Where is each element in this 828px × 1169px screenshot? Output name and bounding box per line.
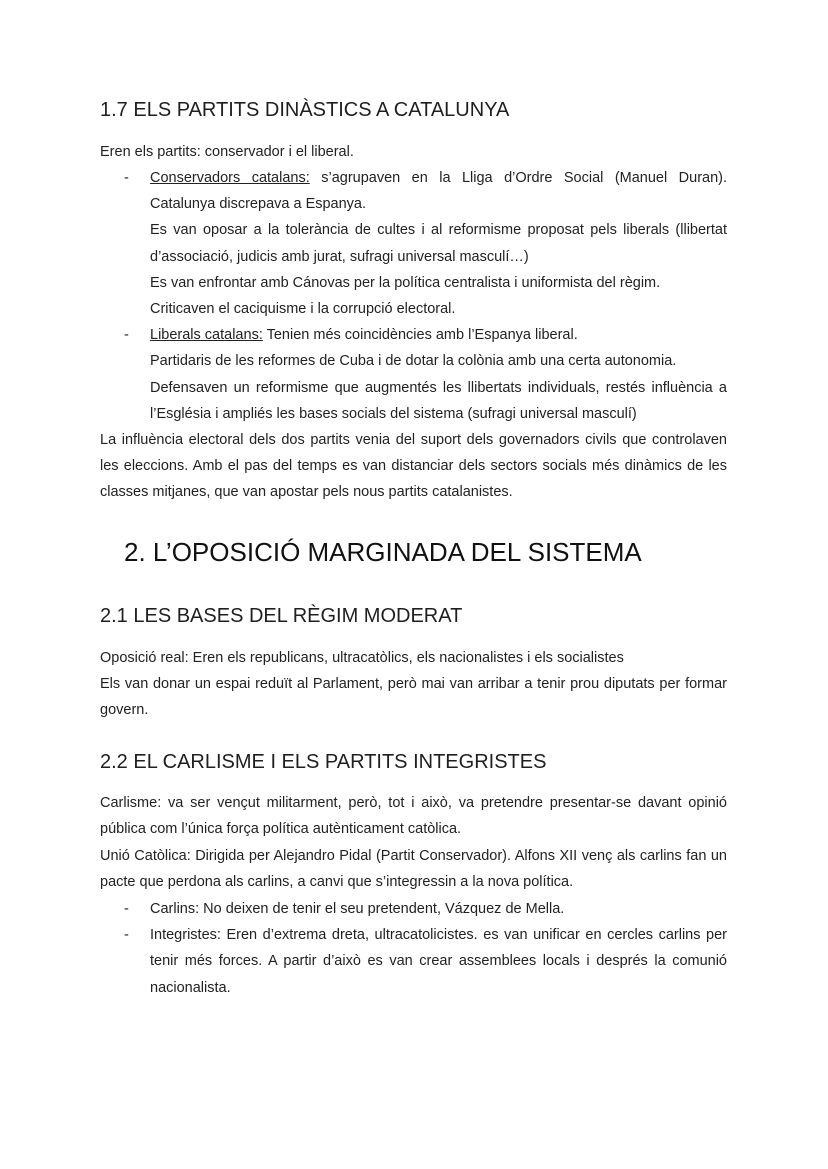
bullet-dash: - — [124, 927, 129, 944]
bullet-dash: - — [124, 170, 129, 186]
section-2-2-carlisme: Carlisme: va ser vençut militarment, però, tot i això, va pretendre presentar-se davant opinió pública com l’única força política autènticament catòlica. — [100, 795, 727, 838]
conservadors-text: s’agrupaven en la Lliga d’Ordre Social (Manuel Duran). Catalunya discrepava a Espanya. — [150, 170, 728, 213]
section-heading-2: 2. L’OPOSICIÓ MARGINADA DEL SISTEMA — [124, 537, 642, 567]
list-item-conservadors — [100, 165, 727, 322]
list-item-carlins — [100, 896, 727, 922]
section-heading-2-2: 2.2 EL CARLISME I ELS PARTITS INTEGRISTES — [100, 751, 547, 773]
section-2-1-line-2: Els van donar un espai reduït al Parlament, però mai van arribar a tenir prou diputats per formar govern. — [100, 676, 727, 719]
section-2-1-line-1: Oposició real: Eren els republicans, ultracatòlics, els nacionalistes i els socialistes — [100, 650, 624, 666]
list-item-liberals — [100, 322, 727, 427]
conservadors-line: Es van oposar a la tolerància de cultes i al reformisme proposat pels liberals (llibertat d’associació, judicis amb jurat, sufragi universal masculí…) — [150, 222, 727, 265]
section-2-2-list — [100, 896, 727, 1001]
section-1-7-intro: Eren els partits: conservador i el liberal. — [100, 144, 354, 160]
conservadors-label: Conservadors catalans: — [150, 170, 310, 186]
liberals-line: Defensaven un reformisme que augmentés les llibertats individuals, restés influència a l’Església i ampliés les bases socials del sistema (sufragi universal masculí) — [150, 379, 727, 422]
liberals-line: Partidaris de les reformes de Cuba i de dotar la colònia amb una certa autonomia. — [150, 353, 677, 370]
liberals-label: Liberals catalans: — [150, 327, 263, 344]
section-2-2-unio-catolica: Unió Catòlica: Dirigida per Alejandro Pidal (Partit Conservador). Alfons XII venç als carlins fan un pacte que perdona als carlins, a canvi que s’integressin a la nova política. — [100, 848, 727, 891]
integristes-text: Integristes: Eren d’extrema dreta, ultracatolicistes. es van unificar en cercles carlins per tenir més forces. A partir d’això es van crear assemblees locals i després la comunió nacionalista. — [150, 927, 727, 996]
carlins-text: Carlins: No deixen de tenir el seu pretendent, Vázquez de Mella. — [150, 901, 565, 917]
conservadors-line: Es van enfrontar amb Cánovas per la política centralista i uniformista del règim. — [150, 274, 661, 291]
bullet-dash: - — [124, 327, 129, 344]
section-1-7-closing: La influència electoral dels dos partits venia del suport dels governadors civils que controlaven les eleccions. Amb el pas del temps es van distanciar dels sectors socials més dinàmics de les classes mitjanes, que van apostar pels nous partits catalanistes. — [100, 432, 727, 501]
section-heading-2-1: 2.1 LES BASES DEL RÈGIM MODERAT — [100, 605, 463, 627]
conservadors-line: Criticaven el caciquisme i la corrupció electoral. — [150, 301, 456, 318]
liberals-text: Tenien més coincidències amb l’Espanya liberal. — [262, 327, 578, 344]
bullet-dash: - — [124, 901, 129, 917]
section-1-7-list — [100, 165, 727, 427]
section-heading-1-7: 1.7 ELS PARTITS DINÀSTICS A CATALUNYA — [100, 99, 510, 121]
list-item-integristes — [100, 922, 727, 1001]
